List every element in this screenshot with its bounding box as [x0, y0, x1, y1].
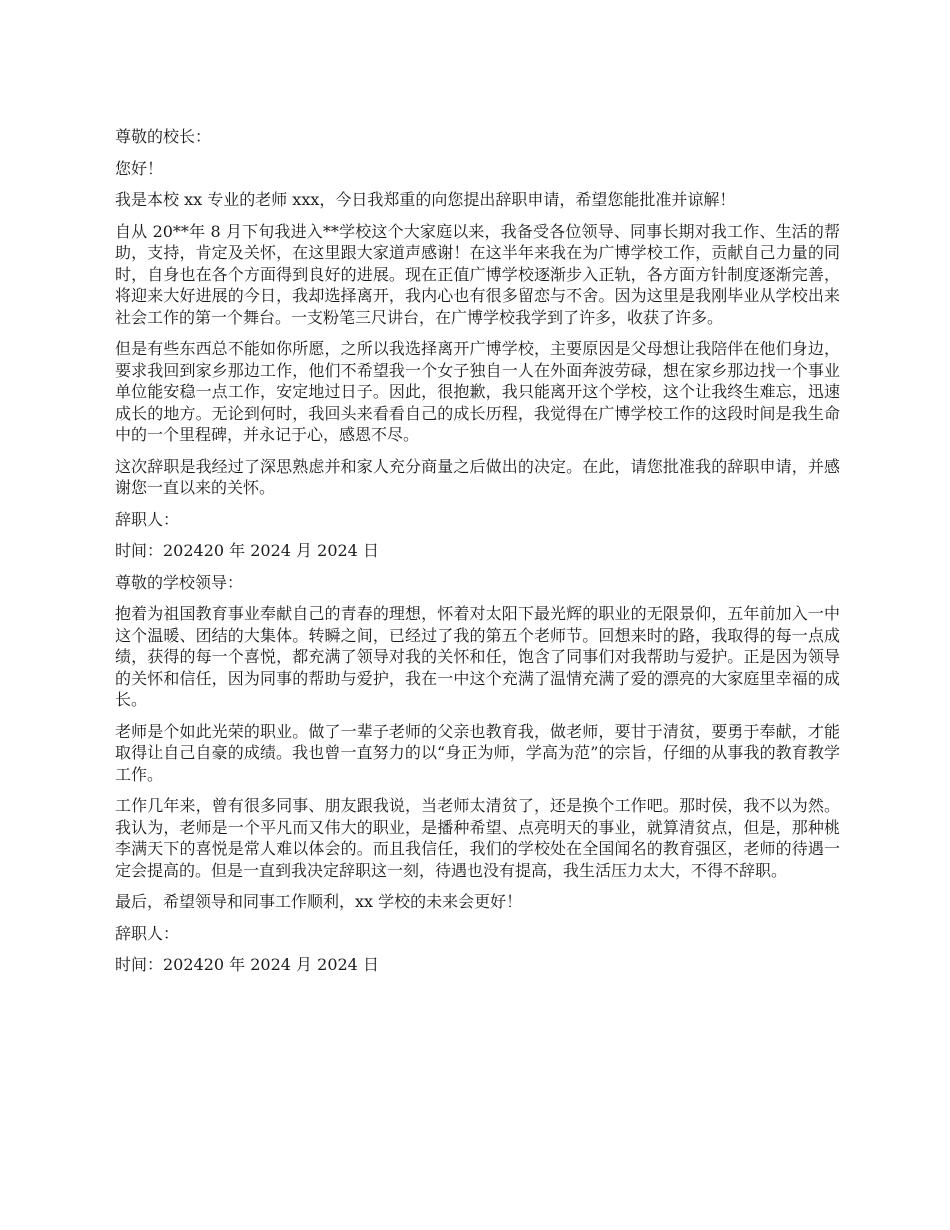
letter-2-greeting: 尊敬的学校领导： [115, 572, 244, 592]
letter-2-signer: 辞职人： [115, 923, 180, 943]
letter-1-salutation: 您好！ [115, 158, 164, 178]
letter-2-paragraph: 最后，希望领导和同事工作顺利，xx 学校的未来会更好！ [115, 892, 523, 911]
letter-1-paragraph: 自从 20**年 8 月下旬我进入**学校这个大家庭以来，我备受各位领导、同事长期对我工作、生活的帮助，支持，肯定及关怀，在这里跟大家道声感谢！在这半年来我在为广博学校工作，贡献自己力量的同时，自身也在各个方面得到良好的进展。现在正值广博学校逐渐步入正轨，各方面方针制度逐渐完善，将迎来大好进展的今日，我却选择离开，我内心也有很多留恋与不舍。因为这里是我刚毕业从学校出来社会工作的第一个舞台。一支粉笔三尺讲台，在广博学校我学到了许多，收获了许多。 [115, 221, 840, 327]
letter-1-date: 时间：202420 年 2024 月 2024 日 [115, 541, 379, 560]
letter-2-paragraph: 老师是个如此光荣的职业。做了一辈子老师的父亲也教育我，做老师，要甘于清贫，要勇于奉献，才能取得让自己自豪的成绩。我也曾一直努力的以“身正为师，学高为范”的宗旨，仔细的从事我的教育教学工作。 [115, 721, 840, 784]
letter-1-paragraph: 但是有些东西总不能如你所愿，之所以我选择离开广博学校，主要原因是父母想让我陪伴在他们身边，要求我回到家乡那边工作，他们不希望我一个女子独自一人在外面奔波劳碌，想在家乡那边找一个事业单位能安稳一点工作，安定地过日子。因此，很抱歉，我只能离开这个学校，这个让我终生难忘，迅速成长的地方。无论到何时，我回头来看看自己的成长历程，我觉得在广博学校工作的这段时间是我生命中的一个里程碑，并永记于心，感恩不尽。 [115, 339, 840, 444]
letter-2-paragraph: 工作几年来，曾有很多同事、朋友跟我说，当老师太清贫了，还是换个工作吧。那时侯，我不以为然。我认为，老师是一个平凡而又伟大的职业，是播种希望、点亮明天的事业，就算清贫点，但是，那种桃李满天下的喜悦是常人难以体会的。而且我信任，我们的学校处在全国闻名的教育强区，老师的待遇一定会提高的。但是一直到我决定辞职这一刻，待遇也没有提高，我生活压力太大，不得不辞职。 [115, 796, 840, 880]
letter-2-date: 时间：202420 年 2024 月 2024 日 [115, 955, 379, 974]
letter-1-signer: 辞职人： [115, 509, 180, 529]
document-page [115, 126, 840, 986]
letter-2-paragraph: 抱着为祖国教育事业奉献自己的青春的理想，怀着对太阳下最光辉的职业的无限景仰，五年前加入一中这个温暖、团结的大集体。转瞬之间，已经过了我的第五个老师节。回想来时的路，我取得的每一点成绩，获得的每一个喜悦，都充满了领导对我的关怀和任，饱含了同事们对我帮助与爱护。正是因为领导的关怀和信任，因为同事的帮助与爱护，我在一中这个充满了温情充满了爱的漂亮的大家庭里幸福的成长。 [115, 604, 840, 709]
letter-1-greeting: 尊敬的校长： [115, 127, 212, 146]
letter-1-paragraph: 这次辞职是我经过了深思熟虑并和家人充分商量之后做出的决定。在此，请您批准我的辞职申请，并感谢您一直以来的关怀。 [115, 456, 840, 497]
letter-1-paragraph: 我是本校 xx 专业的老师 xxx，今日我郑重的向您提出辞职申请，希望您能批准并谅解！ [115, 190, 736, 209]
